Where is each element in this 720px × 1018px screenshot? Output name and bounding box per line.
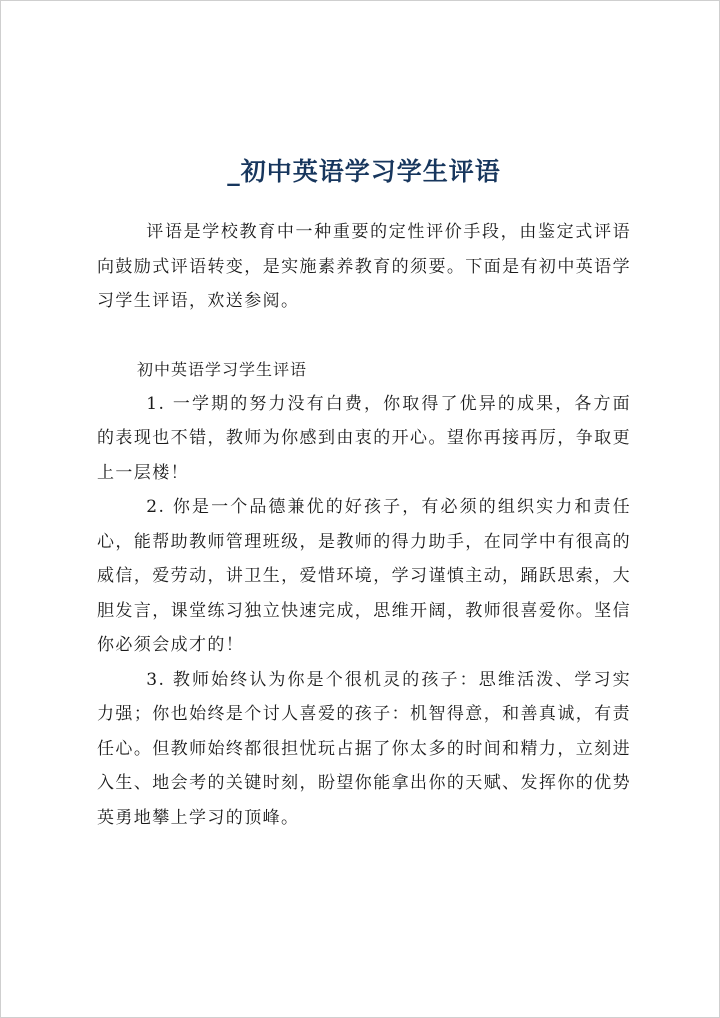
- section-heading: 初中英语学习学生评语: [137, 359, 308, 379]
- document-title: _初中英语学习学生评语: [227, 157, 501, 186]
- comment-item-3: 3. 教师始终认为你是个很机灵的孩子：思维活泼、学习实力强；你也始终是个讨人喜爱的孩子：机智得意，和善真诚，有责任心。但教师始终都很担忧玩占据了你太多的时间和精力，立刻进入生、地会考的关键时刻，盼望你能拿出你的天赋、发挥你的优势英勇地攀上学习的顶峰。: [97, 669, 631, 828]
- blank-line: [97, 319, 631, 353]
- document-body: [97, 148, 631, 835]
- intro-paragraph: 评语是学校教育中一种重要的定性评价手段，由鉴定式评语向鼓励式评语转变，是实施素养教育的须要。下面是有初中英语学习学生评语，欢送参阅。: [97, 222, 631, 311]
- comment-item-1: 1. 一学期的努力没有白费，你取得了优异的成果，各方面的表现也不错，教师为你感到由衷的开心。望你再接再厉，争取更上一层楼！: [97, 393, 631, 483]
- comment-item-2: 2. 你是一个品德兼优的好孩子，有必须的组织实力和责任心，能帮助教师管理班级，是教师的得力助手，在同学中有很高的威信，爱劳动，讲卫生，爱惜环境，学习谨慎主动，踊跃思索，大胆发言，课堂练习独立快速完成，思维开阔，教师很喜爱你。坚信你必须会成才的！: [97, 497, 631, 655]
